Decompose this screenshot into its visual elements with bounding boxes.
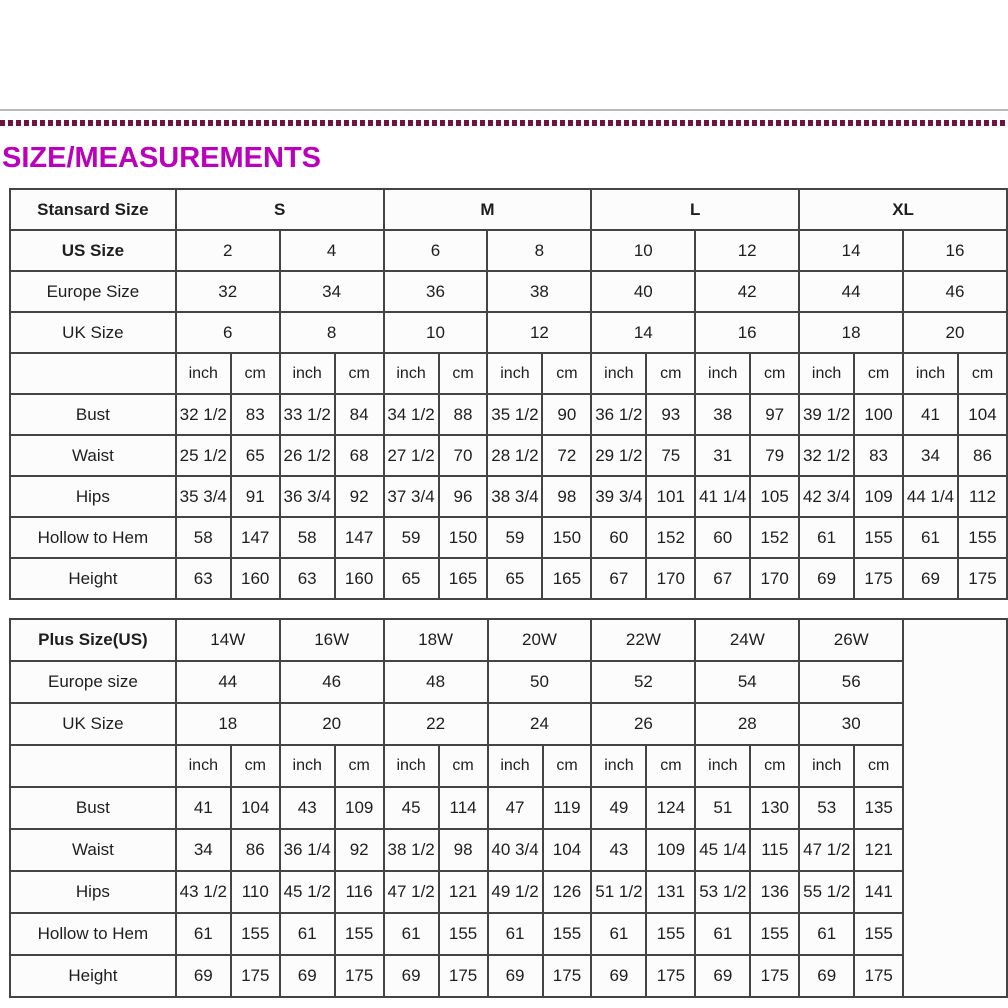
table-cell: inch (487, 353, 542, 394)
table-cell: cm (335, 745, 384, 787)
table-cell: 22 (384, 703, 488, 745)
table-cell: 40 3/4 (488, 829, 543, 871)
table-cell: 24W (695, 619, 799, 661)
table-cell: inch (176, 353, 231, 394)
table-cell: cm (542, 353, 591, 394)
table-cell: 27 1/2 (384, 435, 439, 476)
table-cell: 41 1/4 (695, 476, 750, 517)
table-cell: 18W (384, 619, 488, 661)
table-cell: 65 (487, 558, 542, 599)
table-cell: 56 (799, 661, 903, 703)
table-cell: 28 (695, 703, 799, 745)
table-row (10, 955, 1007, 997)
table-cell: cm (335, 353, 384, 394)
table-cell: 59 (487, 517, 542, 558)
table-cell: 61 (799, 913, 854, 955)
table-cell: 44 (176, 661, 280, 703)
table-cell: 35 1/2 (487, 394, 542, 435)
table-cell: inch (903, 353, 958, 394)
table-row (10, 435, 1007, 476)
table-cell: cm (750, 353, 799, 394)
table-cell: 75 (646, 435, 695, 476)
table-cell: 67 (695, 558, 750, 599)
table-cell: 61 (799, 517, 854, 558)
table-cell: 29 1/2 (591, 435, 646, 476)
table-cell: 155 (231, 913, 280, 955)
row-label-height: Height (10, 955, 176, 997)
row-label-bust: Bust (10, 787, 176, 829)
table-cell: 83 (231, 394, 280, 435)
table-cell: 8 (487, 230, 591, 271)
table-cell: 175 (439, 955, 488, 997)
table-cell: 22W (591, 619, 695, 661)
table-cell: 69 (176, 955, 231, 997)
dashed-separator-line (0, 120, 1008, 126)
table-cell: 126 (543, 871, 592, 913)
table-cell: inch (280, 745, 335, 787)
table-cell: 155 (854, 517, 903, 558)
table-cell: 104 (231, 787, 280, 829)
table-cell: 155 (439, 913, 488, 955)
table-cell: cm (543, 745, 592, 787)
empty-label-cell (10, 353, 176, 394)
table-cell: 121 (439, 871, 488, 913)
table-cell: 79 (750, 435, 799, 476)
table-row (10, 394, 1007, 435)
page-title: SIZE/MEASUREMENTS (2, 142, 322, 174)
plus-size-table-grid (9, 618, 1008, 998)
thin-separator-line (0, 109, 1008, 111)
table-cell: 147 (335, 517, 384, 558)
table-cell: 150 (439, 517, 488, 558)
table-cell: 51 1/2 (591, 871, 646, 913)
table-cell: 33 1/2 (280, 394, 335, 435)
table-cell: 63 (176, 558, 231, 599)
table-row (10, 476, 1007, 517)
table-cell: 69 (799, 955, 854, 997)
table-cell: 105 (750, 476, 799, 517)
table-cell: 65 (231, 435, 280, 476)
table-cell: 69 (695, 955, 750, 997)
table-cell: 34 (176, 829, 231, 871)
table-cell: 10 (591, 230, 695, 271)
table-cell: 59 (384, 517, 439, 558)
table-cell: 45 1/2 (280, 871, 335, 913)
table-cell: 115 (750, 829, 799, 871)
table-cell: 45 (384, 787, 439, 829)
table-cell: cm (646, 745, 695, 787)
table-cell: 50 (488, 661, 592, 703)
table-cell: 69 (280, 955, 335, 997)
table-cell: 6 (176, 312, 280, 353)
table-cell: 175 (231, 955, 280, 997)
table-row (10, 353, 1007, 394)
table-cell: 101 (646, 476, 695, 517)
table-cell: 39 3/4 (591, 476, 646, 517)
table-cell: 46 (280, 661, 384, 703)
table-cell: 4 (280, 230, 384, 271)
table-cell: S (176, 189, 384, 230)
table-cell: 44 1/4 (903, 476, 958, 517)
table-cell: 60 (591, 517, 646, 558)
table-cell: 49 1/2 (488, 871, 543, 913)
table-cell: 86 (231, 829, 280, 871)
table-cell: 130 (750, 787, 799, 829)
table-cell: inch (488, 745, 543, 787)
table-cell: 67 (591, 558, 646, 599)
table-cell: 165 (439, 558, 488, 599)
top-whitespace (0, 0, 1008, 109)
table-cell: 69 (591, 955, 646, 997)
table-cell: 54 (695, 661, 799, 703)
table-cell: 32 (176, 271, 280, 312)
table-cell: 38 1/2 (384, 829, 439, 871)
table-cell: 8 (280, 312, 384, 353)
table-cell: 155 (750, 913, 799, 955)
table-cell: 109 (335, 787, 384, 829)
table-cell: 49 (591, 787, 646, 829)
table-row (10, 703, 1007, 745)
table-cell: 41 (903, 394, 958, 435)
table-cell: 92 (335, 476, 384, 517)
table-cell: 160 (335, 558, 384, 599)
table-cell: 61 (488, 913, 543, 955)
table-cell: 97 (750, 394, 799, 435)
row-label-height: Height (10, 558, 176, 599)
row-label-europe-size: Europe size (10, 661, 176, 703)
table-cell: 12 (695, 230, 799, 271)
table-cell: 14 (799, 230, 903, 271)
table-row (10, 558, 1007, 599)
table-cell: 175 (335, 955, 384, 997)
table-cell: 119 (543, 787, 592, 829)
table-cell: 26 1/2 (280, 435, 335, 476)
table-cell: inch (384, 745, 439, 787)
table-cell: 43 (591, 829, 646, 871)
table-cell: 26W (799, 619, 903, 661)
table-cell: 109 (646, 829, 695, 871)
row-label-waist: Waist (10, 829, 176, 871)
table-cell: 2 (176, 230, 280, 271)
table-cell: 175 (854, 955, 903, 997)
table-cell: 141 (854, 871, 903, 913)
table-row (10, 871, 1007, 913)
row-label-stansard-size: Stansard Size (10, 189, 176, 230)
table-row (10, 619, 1007, 661)
table-cell: 10 (384, 312, 488, 353)
table-cell: 69 (903, 558, 958, 599)
table-cell: 70 (439, 435, 488, 476)
table-cell: 44 (799, 271, 903, 312)
table-cell: cm (750, 745, 799, 787)
table-cell: 25 1/2 (176, 435, 231, 476)
table-row (10, 661, 1007, 703)
table-cell: 155 (958, 517, 1007, 558)
table-cell: 61 (176, 913, 231, 955)
table-cell: 72 (542, 435, 591, 476)
table-cell: 38 (695, 394, 750, 435)
standard-size-table-grid (9, 188, 1008, 600)
table-row (10, 787, 1007, 829)
table-cell: 53 1/2 (695, 871, 750, 913)
table-cell: 98 (439, 829, 488, 871)
table-cell: inch (799, 353, 854, 394)
table-cell: 155 (543, 913, 592, 955)
table-cell: 112 (958, 476, 1007, 517)
table-cell: 175 (543, 955, 592, 997)
table-cell: 175 (750, 955, 799, 997)
table-cell: 51 (695, 787, 750, 829)
table-cell: 136 (750, 871, 799, 913)
table-cell: 69 (384, 955, 439, 997)
row-label-hollow-to-hem: Hollow to Hem (10, 913, 176, 955)
table-cell: 175 (958, 558, 1007, 599)
row-label-hips: Hips (10, 871, 176, 913)
table-cell: 91 (231, 476, 280, 517)
table-cell: 36 1/4 (280, 829, 335, 871)
table-cell: 34 1/2 (384, 394, 439, 435)
table-cell: 88 (439, 394, 488, 435)
table-cell: 28 1/2 (487, 435, 542, 476)
table-cell: 14W (176, 619, 280, 661)
table-cell: inch (591, 745, 646, 787)
table-row (10, 745, 1007, 787)
table-cell: 116 (335, 871, 384, 913)
table-cell: 26 (591, 703, 695, 745)
table-cell: inch (384, 353, 439, 394)
table-cell: cm (439, 745, 488, 787)
table-cell: cm (854, 745, 903, 787)
table-cell: cm (854, 353, 903, 394)
row-label-hollow-to-hem: Hollow to Hem (10, 517, 176, 558)
table-cell: 20 (903, 312, 1007, 353)
table-cell: 84 (335, 394, 384, 435)
table-cell: L (591, 189, 799, 230)
table-cell: 30 (799, 703, 903, 745)
plus-size-table (9, 618, 1008, 998)
table-cell: 47 1/2 (384, 871, 439, 913)
table-cell: 63 (280, 558, 335, 599)
table-cell: 147 (231, 517, 280, 558)
row-label-uk-size: UK Size (10, 312, 176, 353)
table-cell: 20W (488, 619, 592, 661)
table-cell: 18 (176, 703, 280, 745)
table-cell: 100 (854, 394, 903, 435)
table-row (10, 517, 1007, 558)
table-cell: 150 (542, 517, 591, 558)
table-cell: inch (799, 745, 854, 787)
table-cell: 65 (384, 558, 439, 599)
table-cell: 55 1/2 (799, 871, 854, 913)
table-cell: 61 (903, 517, 958, 558)
table-cell: inch (280, 353, 335, 394)
table-row (10, 913, 1007, 955)
table-cell: cm (646, 353, 695, 394)
table-cell: 58 (176, 517, 231, 558)
table-cell: M (384, 189, 592, 230)
row-label-us-size: US Size (10, 230, 176, 271)
table-cell: 36 3/4 (280, 476, 335, 517)
table-cell: 124 (646, 787, 695, 829)
table-cell: inch (695, 745, 750, 787)
table-cell: inch (176, 745, 231, 787)
table-cell: 61 (280, 913, 335, 955)
table-cell: 14 (591, 312, 695, 353)
table-cell: inch (695, 353, 750, 394)
table-cell: 34 (280, 271, 384, 312)
table-cell: 96 (439, 476, 488, 517)
table-cell: 83 (854, 435, 903, 476)
standard-size-table (9, 188, 1008, 600)
table-cell: 110 (231, 871, 280, 913)
table-cell: 37 3/4 (384, 476, 439, 517)
table-cell: 36 1/2 (591, 394, 646, 435)
table-cell: 175 (854, 558, 903, 599)
table-cell: 46 (903, 271, 1007, 312)
table-row (10, 271, 1007, 312)
table-cell: 58 (280, 517, 335, 558)
table-cell: 152 (750, 517, 799, 558)
table-cell: 165 (542, 558, 591, 599)
row-label-europe-size: Europe Size (10, 271, 176, 312)
table-row (10, 829, 1007, 871)
table-cell: 12 (487, 312, 591, 353)
table-cell: 93 (646, 394, 695, 435)
table-cell: 109 (854, 476, 903, 517)
table-cell: 32 1/2 (799, 435, 854, 476)
table-cell: 16W (280, 619, 384, 661)
table-row (10, 189, 1007, 230)
table-cell: 41 (176, 787, 231, 829)
table-cell: 121 (854, 829, 903, 871)
table-cell: 18 (799, 312, 903, 353)
table-cell: 42 3/4 (799, 476, 854, 517)
table-cell: 86 (958, 435, 1007, 476)
table-cell: 68 (335, 435, 384, 476)
table-cell: 47 (488, 787, 543, 829)
table-cell: 34 (903, 435, 958, 476)
table-cell: 152 (646, 517, 695, 558)
table-cell: 135 (854, 787, 903, 829)
table-cell: 104 (958, 394, 1007, 435)
table-cell: 53 (799, 787, 854, 829)
table-cell: cm (231, 745, 280, 787)
table-cell: 155 (854, 913, 903, 955)
table-cell: cm (958, 353, 1007, 394)
table-cell: 16 (903, 230, 1007, 271)
table-cell: 52 (591, 661, 695, 703)
table-cell: 60 (695, 517, 750, 558)
table-cell: 16 (695, 312, 799, 353)
row-label-hips: Hips (10, 476, 176, 517)
table-cell: 42 (695, 271, 799, 312)
table-cell: 47 1/2 (799, 829, 854, 871)
table-cell: 39 1/2 (799, 394, 854, 435)
table-cell: 6 (384, 230, 488, 271)
table-cell: 131 (646, 871, 695, 913)
table-cell: 32 1/2 (176, 394, 231, 435)
table-cell: 160 (231, 558, 280, 599)
table-cell: 43 (280, 787, 335, 829)
empty-label-cell (10, 745, 176, 787)
table-cell: 69 (799, 558, 854, 599)
table-row (10, 230, 1007, 271)
table-cell: 38 (487, 271, 591, 312)
row-label-waist: Waist (10, 435, 176, 476)
row-label-bust: Bust (10, 394, 176, 435)
table-cell: 36 (384, 271, 488, 312)
table-cell: inch (591, 353, 646, 394)
table-cell: 170 (750, 558, 799, 599)
table-row (10, 312, 1007, 353)
table-cell: 35 3/4 (176, 476, 231, 517)
table-cell: 45 1/4 (695, 829, 750, 871)
table-cell: 98 (542, 476, 591, 517)
table-cell: 90 (542, 394, 591, 435)
table-cell: XL (799, 189, 1007, 230)
table-cell: 170 (646, 558, 695, 599)
table-cell: cm (231, 353, 280, 394)
table-cell: 20 (280, 703, 384, 745)
table-cell: 155 (335, 913, 384, 955)
table-cell: 48 (384, 661, 488, 703)
table-cell: 92 (335, 829, 384, 871)
table-cell: 24 (488, 703, 592, 745)
table-cell: 104 (543, 829, 592, 871)
table-cell: 61 (591, 913, 646, 955)
table-cell: 40 (591, 271, 695, 312)
table-cell: 61 (695, 913, 750, 955)
row-label-uk-size: UK Size (10, 703, 176, 745)
table-cell: cm (439, 353, 488, 394)
table-cell: 31 (695, 435, 750, 476)
row-label-plus-size-us: Plus Size(US) (10, 619, 176, 661)
table-cell: 114 (439, 787, 488, 829)
table-cell: 43 1/2 (176, 871, 231, 913)
table-cell: 38 3/4 (487, 476, 542, 517)
table-cell: 155 (646, 913, 695, 955)
table-cell: 69 (488, 955, 543, 997)
table-cell: 175 (646, 955, 695, 997)
table-cell: 61 (384, 913, 439, 955)
blank-column-cell (903, 619, 1007, 997)
